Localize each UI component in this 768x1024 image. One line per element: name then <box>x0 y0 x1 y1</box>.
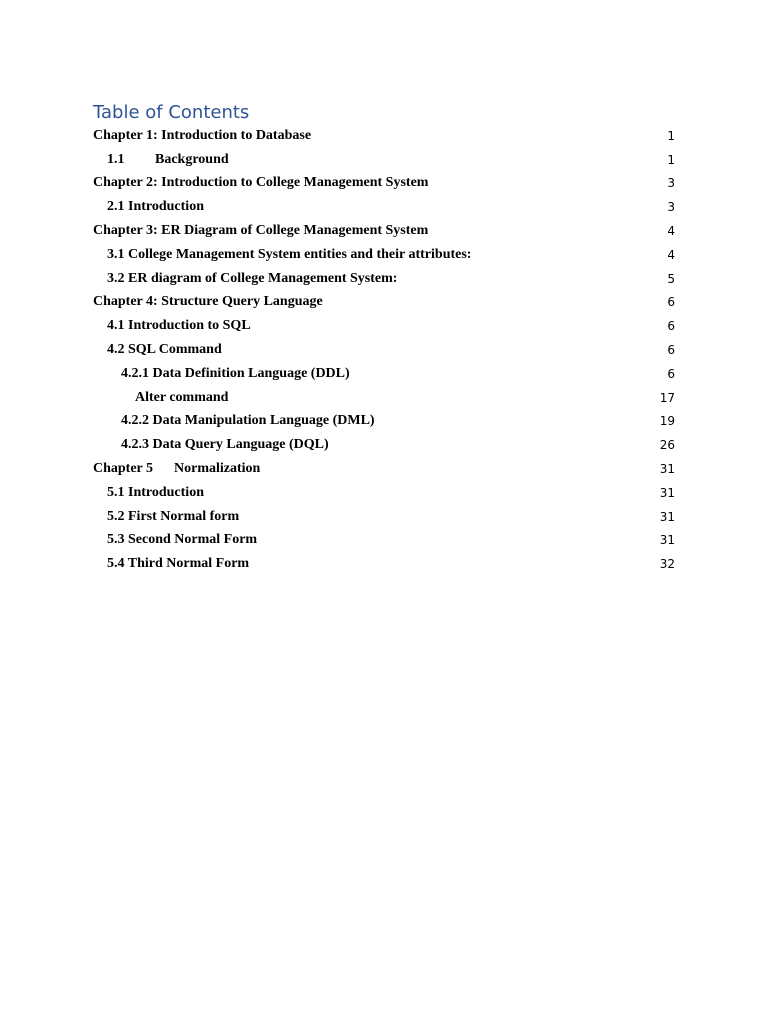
toc-page-number: 1 <box>667 152 675 167</box>
toc-page-number: 26 <box>659 438 675 453</box>
toc-entry-chapter-4[interactable] <box>93 291 675 315</box>
toc-entry-text: Normalization <box>174 461 261 477</box>
toc-entry-text: 5.4 Third Normal Form <box>107 556 250 572</box>
toc-entry-text: Background <box>155 151 229 167</box>
toc-entry-5-2[interactable] <box>93 505 675 529</box>
toc-entry-number: 1.1 <box>107 151 125 167</box>
toc-entry-alter-command[interactable] <box>93 386 675 410</box>
toc-entry-2-1[interactable] <box>93 195 675 219</box>
toc-entry-text: Chapter 4: Structure Query Language <box>93 294 323 310</box>
toc-page-number: 6 <box>667 343 675 358</box>
toc-entry-text: 2.1 Introduction <box>107 199 204 215</box>
toc-entry-3-2[interactable] <box>93 267 675 291</box>
toc-page-number: 1 <box>667 128 675 143</box>
toc-page-number: 31 <box>659 485 675 500</box>
toc-entry-5-4[interactable] <box>93 552 675 576</box>
toc-entry-text: 4.2.3 Data Query Language (DQL) <box>121 437 329 453</box>
toc-entry-4-2-3[interactable] <box>93 433 675 457</box>
toc-page-number: 5 <box>667 271 675 286</box>
toc-entry-chapter-1[interactable] <box>93 124 675 148</box>
toc-entry-text: 5.2 First Normal form <box>107 508 240 524</box>
toc-entry-text: 4.1 Introduction to SQL <box>107 318 251 334</box>
toc-entry-text: Alter command <box>135 389 229 405</box>
toc-entry-chapter-2[interactable] <box>93 172 675 196</box>
toc-entry-text: 5.1 Introduction <box>107 484 204 500</box>
toc-entry-1-1[interactable] <box>93 148 675 172</box>
toc-entry-text: 4.2.2 Data Manipulation Language (DML) <box>121 413 375 429</box>
toc-page-number: 3 <box>667 176 675 191</box>
toc-page-number: 32 <box>659 557 675 572</box>
toc-entry-text: Chapter 3: ER Diagram of College Management System <box>93 223 429 239</box>
toc-entry-4-2-1[interactable] <box>93 362 675 386</box>
toc-entry-text: 3.1 College Management System entities and their attributes: <box>107 246 472 262</box>
toc-page-number: 6 <box>667 319 675 334</box>
toc-entry-4-1[interactable] <box>93 314 675 338</box>
toc-page-number: 6 <box>667 295 675 310</box>
toc-page-number: 31 <box>659 462 675 477</box>
toc-page-number: 31 <box>659 533 675 548</box>
toc-entry-text: 5.3 Second Normal Form <box>107 532 258 548</box>
toc-entry-3-1[interactable] <box>93 243 675 267</box>
toc-page-number: 31 <box>659 509 675 524</box>
toc-entry-text: 4.2.1 Data Definition Language (DDL) <box>121 365 350 381</box>
toc-page-number: 6 <box>667 366 675 381</box>
toc-entry-4-2[interactable] <box>93 338 675 362</box>
toc-entry-chapter-3[interactable] <box>93 219 675 243</box>
toc-entry-4-2-2[interactable] <box>93 410 675 434</box>
toc-list <box>93 124 675 576</box>
toc-entry-text: 4.2 SQL Command <box>107 342 222 358</box>
toc-entry-number: Chapter 5 <box>93 461 154 477</box>
toc-page-number: 4 <box>667 224 675 239</box>
toc-page-number: 4 <box>667 247 675 262</box>
toc-entry-5-3[interactable] <box>93 529 675 553</box>
toc-title: Table of Contents <box>93 102 250 123</box>
toc-page-number: 17 <box>659 390 675 405</box>
toc-entry-5-1[interactable] <box>93 481 675 505</box>
toc-page-number: 3 <box>667 200 675 215</box>
toc-entry-text: Chapter 2: Introduction to College Management System <box>93 175 429 191</box>
toc-entry-chapter-5[interactable] <box>93 457 675 481</box>
toc-page-number: 19 <box>659 414 675 429</box>
toc-entry-text: 3.2 ER diagram of College Management System: <box>107 270 398 286</box>
toc-entry-text: Chapter 1: Introduction to Database <box>93 127 312 143</box>
